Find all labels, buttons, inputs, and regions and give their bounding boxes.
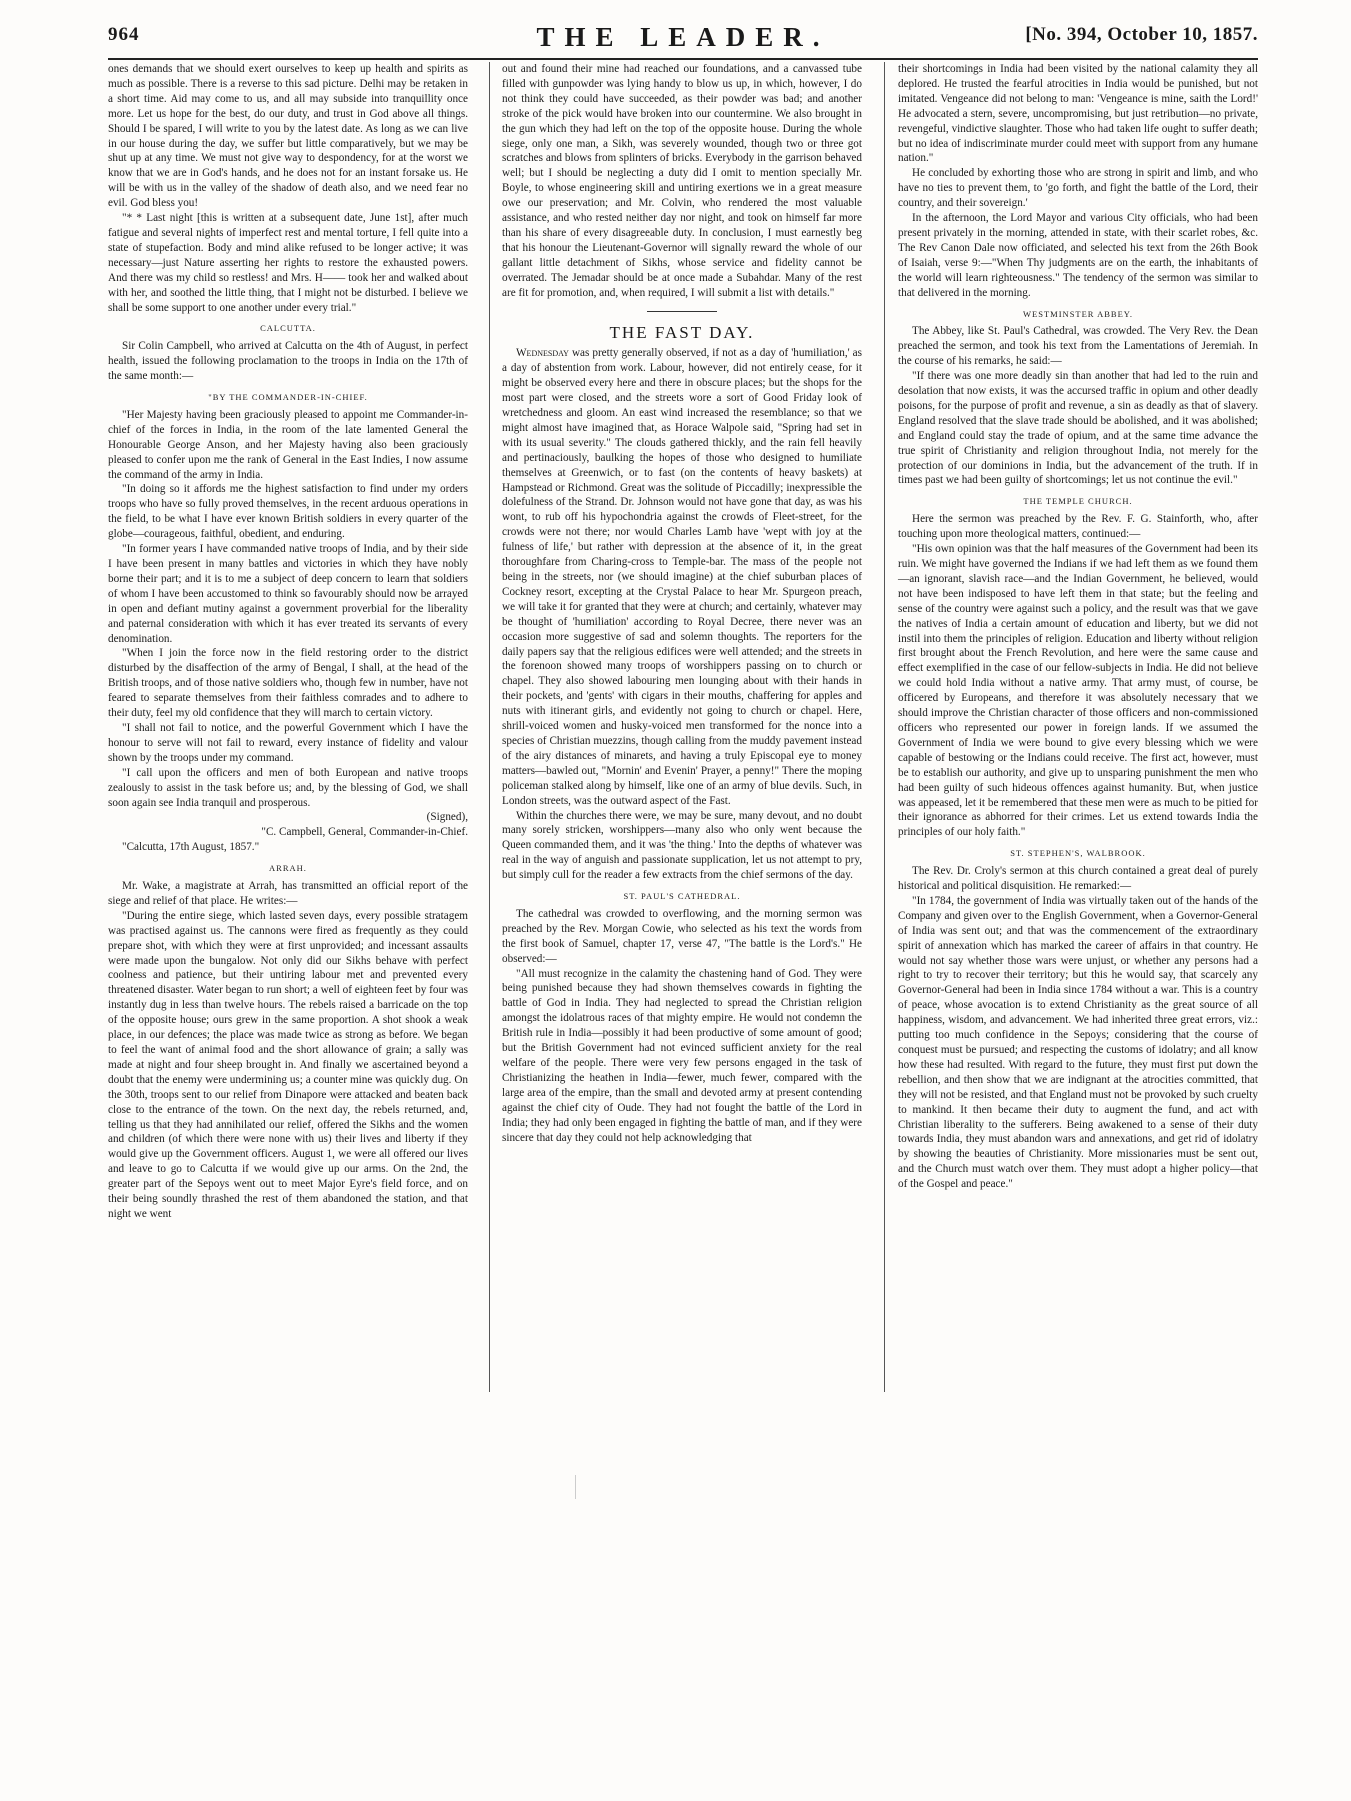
paragraph: "When I join the force now in the field restoring order to the district disturbed by the disaffection of the army of Bengal, I shall, at the head of the British troops, and of those native soldiers who, though few in number, have not feared to separate themselves from their faithless comrades and to adhere to their duty, feel my old confidence that they will march to certain victory.: [108, 647, 468, 720]
column-3: [898, 62, 1258, 1192]
paragraph: The Abbey, like St. Paul's Cathedral, was crowded. The Very Rev. the Dean preached the sermon, and took his text from the Lamentations of Jeremiah. In the course of his remarks, he said:—: [898, 325, 1258, 368]
paragraph: "I call upon the officers and men of both European and native troops zealously to assist in the task before us; and, by the blessing of God, we shall soon again see India tranquil and prosperous.: [108, 766, 468, 809]
paragraph: [502, 346, 862, 808]
signature-date: "Calcutta, 17th August, 1857.": [122, 841, 260, 854]
paragraph: Sir Colin Campbell, who arrived at Calcutta on the 4th of August, in perfect health, issued the following proclamation to the troops in India on the 17th of the same month:—: [108, 340, 468, 383]
paragraph-text: was pretty generally observed, if not as a day of 'humiliation,' as a day of abstention from work. Labour, however, did not entirely cease, for it might be observed every here and there in obscure places; but the shops for the most part were closed, and the streets wore a sort of Good Friday look of wretchedness and gloom. An east wind increased the resemblance; so that we might almost have imagined that, as Horace Walpole said, "Spring had set in with its usual severity." The clouds gathered thickly, and the rain fell heavily and pertinaciously, baulking the hopes of those who designed to humiliate themselves at Greenwich, or to fast (on the contents of heavy baskets) at Hampstead or Richmond. Great was the solitude of Piccadilly; inexpressible the dolefulness of the Strand. Dr. Johnson would not have gone that day, as was his wont, to rub off his hypochondria against the crowds of Fleet-street, for the crowds were not there; nor would Charles Lamb have 'wept with joy at the fulness of life,' but rather with depression at the absence of it, in the great thoroughfare from Charing-cross to Temple-bar. The mass of the people not being in the streets, nor (we should imagine) at the chief suburban places of Cockney resort, excepting at the Crystal Palace to hear Mr. Spurgeon preach, we will take it for granted that they were at church; and certainly, whatever may be thought of 'humiliation' according to Royal Decree, there never was an occasion more suggestive of sad and solemn thoughts. The reporters for the daily papers say that the religious edifices were well attended; and the streets in the forenoon showed many troops of worshippers passing on to church or chapel. They also showed labouring men lounging about with their hands in their pockets, and 'gents' with cigars in their mouths, chaffering for apples and nuts with itinerant girls, and evidently not going to church or chapel. Here, shrill-voiced women and husky-voiced men transformed for the nonce into a species of Christian muezzins, though calling from the muddy pavement instead of the airy distances of minarets, and having a truly Episcopal eye to money matters—bawled out, "Mornin' and Evenin' Prayer, a penny!" There the moping policeman stalked along by himself, like one of an army of blue devils. Such, in London streets, was the outward aspect of the Fast.: [502, 347, 862, 807]
fold-mark: [575, 1475, 576, 1499]
section-heading-commander: "BY THE COMMANDER-IN-CHIEF.: [208, 392, 368, 403]
paragraph: Mr. Wake, a magistrate at Arrah, has transmitted an official report of the siege and relief of that place. He writes:—: [108, 880, 468, 907]
issue-date: [No. 394, October 10, 1857.: [1025, 24, 1258, 45]
paragraph: The Rev. Dr. Croly's sermon at this church contained a great deal of purely historical and political disquisition. He remarked:—: [898, 865, 1258, 893]
paragraph: In the afternoon, the Lord Mayor and various City officials, who had been present privately in the morning, attended in state, with their scarlet robes, &c. The Rev Canon Dale now officiated, and selected his text from the 26th Book of Isaiah, verse 9:—"When Thy judgments are on the earth, the inhabitants of the world will learn righteousness." The tendency of the sermon was similar to that delivered in the morning.: [898, 212, 1258, 299]
section-heading-arrah: ARRAH.: [269, 863, 307, 874]
section-heading-calcutta: CALCUTTA.: [260, 323, 316, 334]
paragraph: Here the sermon was preached by the Rev. F. G. Stainforth, who, after touching upon more theological matters, continued:—: [898, 513, 1258, 541]
masthead-title: THE LEADER.: [536, 22, 830, 52]
header-rule: [108, 58, 1258, 60]
lead-word: Wednesday: [516, 347, 569, 360]
paragraph: "During the entire siege, which lasted seven days, every possible stratagem was practised against us. The cannons were fired as frequently as they could prepare shot, with which they were at first unprovided; and incessant assaults were made upon the bungalow. Not only did our Sikhs behave with perfect coolness and patience, but their untiring labour met and prevented every threatened disaster. Water began to run short; a well of eighteen feet by four was instantly dug in less than twelve hours. The rebels raised a barricade on the top of the opposite house; ours grew in the same proportion. A shot shook a weak place, in our defences; the place was made twice as strong as before. We began to feel the want of animal food and the short allowance of grain; a sally was made at night and four sheep brought in. And finally we ascertained beyond a doubt that the enemy were undermining us; a counter mine was quickly dug. On the 30th, troops sent to our relief from Dinapore were attacked and beaten back close to the entrance of the town. On the next day, the rebels returned, and, telling us that they had annihilated our relief, offered the Sikhs and the women and children (of which there were none with us) their lives and liberty if they would give up the Government officers. August 1, we were all offered our lives and leave to go to Calcutta if we would give up our arms. On the 2nd, the greater part of the Sepoys went out to meet Major Eyre's field force, and on their being soundly thrashed the rest of them abandoned the station, and that night we went: [108, 909, 468, 1220]
page-number: 964: [108, 24, 140, 45]
section-heading-temple: THE TEMPLE CHURCH.: [1023, 496, 1133, 507]
paragraph: out and found their mine had reached our foundations, and a canvassed tube filled with gunpowder was lying handy to blow us up, in which, however, I do not think they could have succeeded, as their powder was bad; and another stroke of the pick would have broken into our countermine. We also brought in the gun which they had left on the top of the opposite house. During the whole siege, only one man, a Sikh, was severely wounded, though two or three got scratches and blows from splinters of bricks. Everybody in the garrison behaved well; but I should be neglecting a duty did I omit to mention specially Mr. Boyle, to whose engineering skill and untiring exertions we in a great measure owe our preservation; and Mr. Colvin, who rendered the most valuable assistance, and who rested neither day nor night, and took on himself far more than his share of every disagreeable duty. In conclusion, I must earnestly beg that his honour the Lieutenant-Governor will signally reward the whole of our gallant little detachment of Sikhs, whose service and fidelity cannot be overrated. The Jemadar should be at once made a Subahdar. Many of the rest are fit for promotion, and, when required, I will submit a list with details.": [502, 63, 862, 299]
signature: "C. Campbell, General, Commander-in-Chief.: [261, 826, 468, 839]
column-1: [108, 62, 468, 1222]
paragraph: "All must recognize in the calamity the chastening hand of God. They were being punished because they had shown themselves cowards in fighting the battle of God in India. They had neglected to spread the Christian religion amongst the idolatrous races of that mighty empire. He would not condemn the British rule in India—possibly it had been productive of some amount of good; but the British Government had not evinced sufficient anxiety for the real welfare of the people. There were very few persons engaged in the task of Christianizing the heathen in India—fewer, much fewer, compared with the large area of the empire, than the small and devoted army at present contending against the chief city of Oude. They had not fought the battle of the Lord in India; they had only been engaged in fighting the battle of man, and if they were sincere that day they could not help acknowledging that: [502, 967, 862, 1144]
article-title-fast-day: THE FAST DAY.: [609, 322, 755, 342]
column-divider-2: [884, 62, 885, 1392]
paragraph: "* * Last night [this is written at a subsequent date, June 1st], after much fatigue and several nights of imperfect rest and mental torture, I fell quite into a state of stupefaction. Body and mind alike refused to be longer active; it was necessary—just Nature asserting her rights to restore the exhausted powers. And there was my child so restless! and Mrs. H—— took her and walked about with her, and soothed the little thing, that I might not be disturbed. I believe we shall be some support to one another under every trial.": [108, 212, 468, 314]
section-heading-st-pauls: ST. PAUL'S CATHEDRAL.: [623, 891, 741, 902]
section-heading-westminster: WESTMINSTER ABBEY.: [1023, 308, 1133, 319]
signed-line: (Signed),: [426, 811, 468, 824]
paragraph: The cathedral was crowded to overflowing, and the morning sermon was preached by the Rev. Morgan Cowie, who selected as his text the words from the first book of Samuel, chapter 17, verse 47, "The battle is the Lord's." He observed:—: [502, 907, 862, 965]
section-rule: [647, 311, 717, 312]
column-divider-1: [489, 62, 490, 1392]
paragraph: "I shall not fail to notice, and the powerful Government which I have the honour to serve will not fail to reward, every instance of fidelity and valour shown by the troops under my command.: [108, 721, 468, 764]
paragraph: their shortcomings in India had been visited by the national calamity they all deplored. He trusted the fearful atrocities in India would be punished, but not imitated. Vengeance did not belong to man: 'Vengeance is mine, saith the Lord!' He advocated a stern, severe, uncompromising, but just retribution—no private, revengeful, vindictive slaughter. Those who had taken life ought to suffer death; but no idea of indiscriminate murder could meet with support from any humane nation.": [898, 63, 1258, 165]
paragraph: Within the churches there were, we may be sure, many devout, and no doubt many sorely stricken, worshippers—many also who only went because the Queen commanded them, and it was 'the thing.' Into the depths of whatever was real in the way of anguish and passionate supplication, let us not attempt to pry, but simply cull for the reader a few extracts from the chief sermons of the day.: [502, 809, 862, 882]
paragraph: "Her Majesty having been graciously pleased to appoint me Commander-in-chief of the forces in India, in the room of the late lamented General the Honourable George Anson, and her Majesty having also been graciously pleased to confer upon me the rank of General in the East Indies, I now assume the command of the army in India.: [108, 408, 468, 481]
paragraph: ones demands that we should exert ourselves to keep up health and spirits as much as possible. There is a reverse to this sad picture. Delhi may be retaken in a short time. Aid may come to us, and all may subside into tranquillity once more. Let us hope for the best, do our duty, and trust in God above all things. Should I be spared, I will write to you by the latest date. As long as we can live in our house during the day, we suffer but little comparatively, but we may be shut up at any time. We must not give way to despondency, for at the worst we know that we are in God's hands, and he does not for an instant forsake us. He will be with us in the valley of the shadow of death also, and we need fear no evil. God bless you!: [108, 63, 468, 210]
section-heading-st-stephens: ST. STEPHEN'S, WALBROOK.: [1010, 848, 1146, 859]
paragraph: "If there was one more deadly sin than another that had led to the ruin and desolation that now exists, it was the accursed traffic in opium and other deadly poisons, for the purpose of profit and revenue, a sin as deadly as that of slavery. England resolved that the slave trade should be abolished, and it was abolished; and England could stay the trade of opium, and at the same time advance the true spirit of Christianity and religion throughout India, not merely for the protection of our dominions in India, but the advancement of the truth. If in times past we had been guilty of shortcomings; let us not continue the evil.": [898, 370, 1258, 487]
paragraph: "In doing so it affords me the highest satisfaction to find under my orders troops who have so fully proved themselves, in the recent arduous operations in the field, to be what I have ever known British soldiers in every quarter of the globe—courageous, faithful, obedient, and enduring.: [108, 483, 468, 541]
paragraph: "His own opinion was that the half measures of the Government had been its ruin. We might have governed the Indians if we had left them as we found them—an ignorant, slavish race—and the Indian Government, he believed, would not have been indisposed to have left them in that state; but the feeling and sense of the country were against such a policy, and the result was that we gave the natives of India a certain amount of education and liberty, but we did not instil into them the principles of religion. Education and liberty without religion first brought about the French Revolution, and here were the same cause and effect exemplified in the case of our fellow-subjects in India. He did not believe we could hold India without a native army. That army must, of course, be officered by Europeans, and therefore it was absolutely necessary that we should improve the Christian character of those officers and non-commissioned officers who represented our power in foreign lands. If we assumed the Government of India we were bound to give every blessing which we were capable of bestowing or the Indians could receive. The first act, however, must be to establish our authority, and give up to unsparing punishment the men who had been guilty of such hideous offences against humanity. But, when justice was appeased, let it be remembered that these men were as much to be pitied for their ignorance as abhorred for their crimes. Let us extend towards India the principles of our holy faith.": [898, 543, 1258, 839]
paragraph: "In former years I have commanded native troops of India, and by their side I have been present in many battles and victories in which they have nobly borne their part; and it is to me a subject of deep concern to learn that soldiers of whom I have been accustomed to think so favourably should now be arrayed in open and defiant mutiny against a government proverbial for the liberality and paternal consideration with which it has ever treated its servants of every denomination.: [108, 543, 468, 645]
column-2: [502, 62, 862, 1145]
paragraph: He concluded by exhorting those who are strong in spirit and limb, and who have no ties to prevent them, to 'go forth, and fight the battle of the Lord, their country, and their sovereign.': [898, 167, 1258, 210]
page-header: [108, 24, 1258, 54]
paragraph: "In 1784, the government of India was virtually taken out of the hands of the Company and given over to the English Government, when a Governor-General of India was sent out; and that was the commencement of the extraordinary spirit of annexation which has marked the career of affairs in that country. He would not say whether those wars were unjust, or whether any persons had a right to try to recover their territory; but this he would say, that scarcely any Governor-General had been in India since 1784 without a war. This is a country of peace, whose avocation is to extend Christianity as the great source of all happiness, wisdom, and advancement. We had inherited three great errors, viz.: putting too much confidence in the Sepoys; considering that the course of conquest must be pursued; and respecting the customs of idolatry; and all know how these had resulted. With regard to the future, they must first put down the rebellion, and then show that we are indignant at the atrocities committed, that they will not be resisted, and that England must not be provoked by such cruelty to mankind. It then became their duty to augment the fund, and act with Christian liberality to the sufferers. Being awakened to a sense of their duty towards India, they must abandon wars and annexations, and get rid of idolatry by showing the beauties of Christianity. More missionaries must be sent out, and the Church must watch over them. They must adopt a higher policy—that of the Gospel and peace.": [898, 894, 1258, 1191]
